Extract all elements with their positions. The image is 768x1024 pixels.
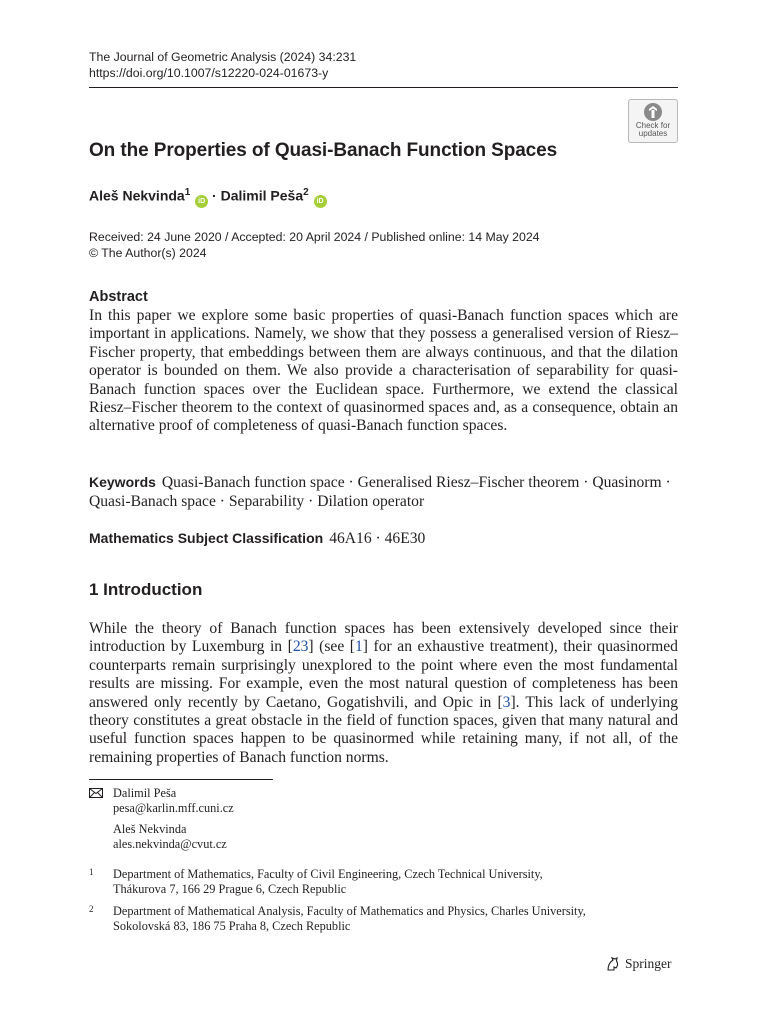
correspondent-email[interactable]: pesa@karlin.mff.cuni.cz — [113, 801, 234, 816]
affiliation-number: 1 — [89, 867, 94, 877]
copyright-line: © The Author(s) 2024 — [89, 246, 207, 260]
orcid-icon[interactable]: iD — [195, 195, 208, 208]
msc-label: Mathematics Subject Classification — [89, 530, 324, 546]
intro-text: ] (see [ — [308, 638, 355, 656]
affiliation-number: 2 — [89, 904, 94, 914]
check-for-updates-icon — [643, 102, 663, 122]
affiliation-line: Department of Mathematical Analysis, Faculty of Mathematics and Physics, Charles University, — [113, 904, 586, 918]
corresponding-author-2 — [113, 822, 227, 852]
intro-text: ] for an exhaustive treatment), their quasinormed counterparts remain surprisingly unexplored to the point where even the most fundamental results are missing. For example, even the most natural question of completeness has been answered only recently by Caetano, Gogatishvili, and Opic in [ — [89, 638, 678, 711]
affiliation-line: Thákurova 7, 166 29 Prague 6, Czech Republic — [113, 882, 347, 897]
citation-link[interactable]: 1 — [355, 638, 363, 656]
author-separator: · — [208, 187, 221, 204]
msc-block — [89, 529, 425, 548]
footnote-rule — [89, 779, 273, 780]
correspondent-name: Aleš Nekvinda — [113, 822, 187, 836]
publisher-name: Springer — [625, 956, 672, 971]
author-list — [89, 187, 327, 208]
affiliation-1 — [113, 867, 678, 898]
header-rule — [89, 87, 678, 88]
author-affiliation-mark: 2 — [303, 187, 309, 198]
affiliation-line: Sokolovská 83, 186 75 Praha 8, Czech Republic — [113, 919, 351, 934]
publisher-logo — [605, 956, 672, 972]
keywords-label: Keywords — [89, 474, 156, 490]
keywords-block — [89, 473, 678, 511]
check-for-updates-badge[interactable] — [628, 99, 678, 143]
abstract-text: In this paper we explore some basic properties of quasi-Banach function spaces which are important in applications. Namely, we show that they possess a generalised version of Riesz–Fischer property, that embeddings between them are always continuous, and that the dilation operator is bounded on them. We also provide a characterisation of separability for quasi-Banach function spaces over the Euclidean space. Furthermore, we extend the classical Riesz–Fischer theorem to the context of quasinormed spaces and, as a consequence, obtain an alternative proof of completeness of quasi-Banach function spaces. — [89, 307, 678, 435]
journal-citation: The Journal of Geometric Analysis (2024) 34:231 — [89, 50, 357, 64]
badge-line-1: Check for — [635, 121, 671, 130]
intro-paragraph — [89, 620, 678, 767]
envelope-icon — [89, 788, 103, 798]
intro-text: While the theory of Banach function spaces has been extensively developed since their introduction by Luxemburg in [ — [89, 620, 678, 656]
springer-horse-icon — [605, 956, 621, 972]
citation-link[interactable]: 23 — [292, 638, 309, 656]
corresponding-author-1 — [113, 786, 234, 816]
msc-codes: 46A16 · 46E30 — [329, 530, 426, 547]
intro-text: ]. This lack of underlying theory constitutes a great obstacle in the field of function spaces, given that many natural and useful function spaces happen to be quasinormed while retaining many, if not all, of the remaining properties of Banach function norms. — [89, 693, 678, 766]
date-history: Received: 24 June 2020 / Accepted: 20 April 2024 / Published online: 14 May 2024 — [89, 230, 540, 244]
doi-link[interactable]: https://doi.org/10.1007/s12220-024-01673-y — [89, 66, 329, 80]
orcid-icon[interactable]: iD — [314, 195, 327, 208]
citation-link[interactable]: 3 — [502, 693, 511, 711]
correspondent-email[interactable]: ales.nekvinda@cvut.cz — [113, 837, 227, 852]
journal-header — [89, 49, 356, 81]
affiliation-line: Department of Mathematics, Faculty of Civil Engineering, Czech Technical University, — [113, 867, 543, 881]
author-affiliation-mark: 1 — [184, 187, 191, 198]
author-name[interactable]: Dalimil Peša — [220, 187, 304, 204]
correspondent-name: Dalimil Peša — [113, 786, 177, 800]
section-heading: 1 Introduction — [89, 580, 203, 599]
author-name[interactable]: Aleš Nekvinda — [89, 187, 185, 204]
affiliation-2 — [113, 904, 678, 935]
keywords-text: Quasi-Banach function space · Generalised Riesz–Fischer theorem · Quasinorm · Quasi-Banach space · Separability · Dilation operator — [89, 474, 671, 510]
badge-line-2: updates — [638, 129, 668, 138]
publication-dates — [89, 229, 540, 261]
paper-title: On the Properties of Quasi-Banach Function Spaces — [89, 140, 558, 161]
abstract-heading: Abstract — [89, 289, 148, 305]
